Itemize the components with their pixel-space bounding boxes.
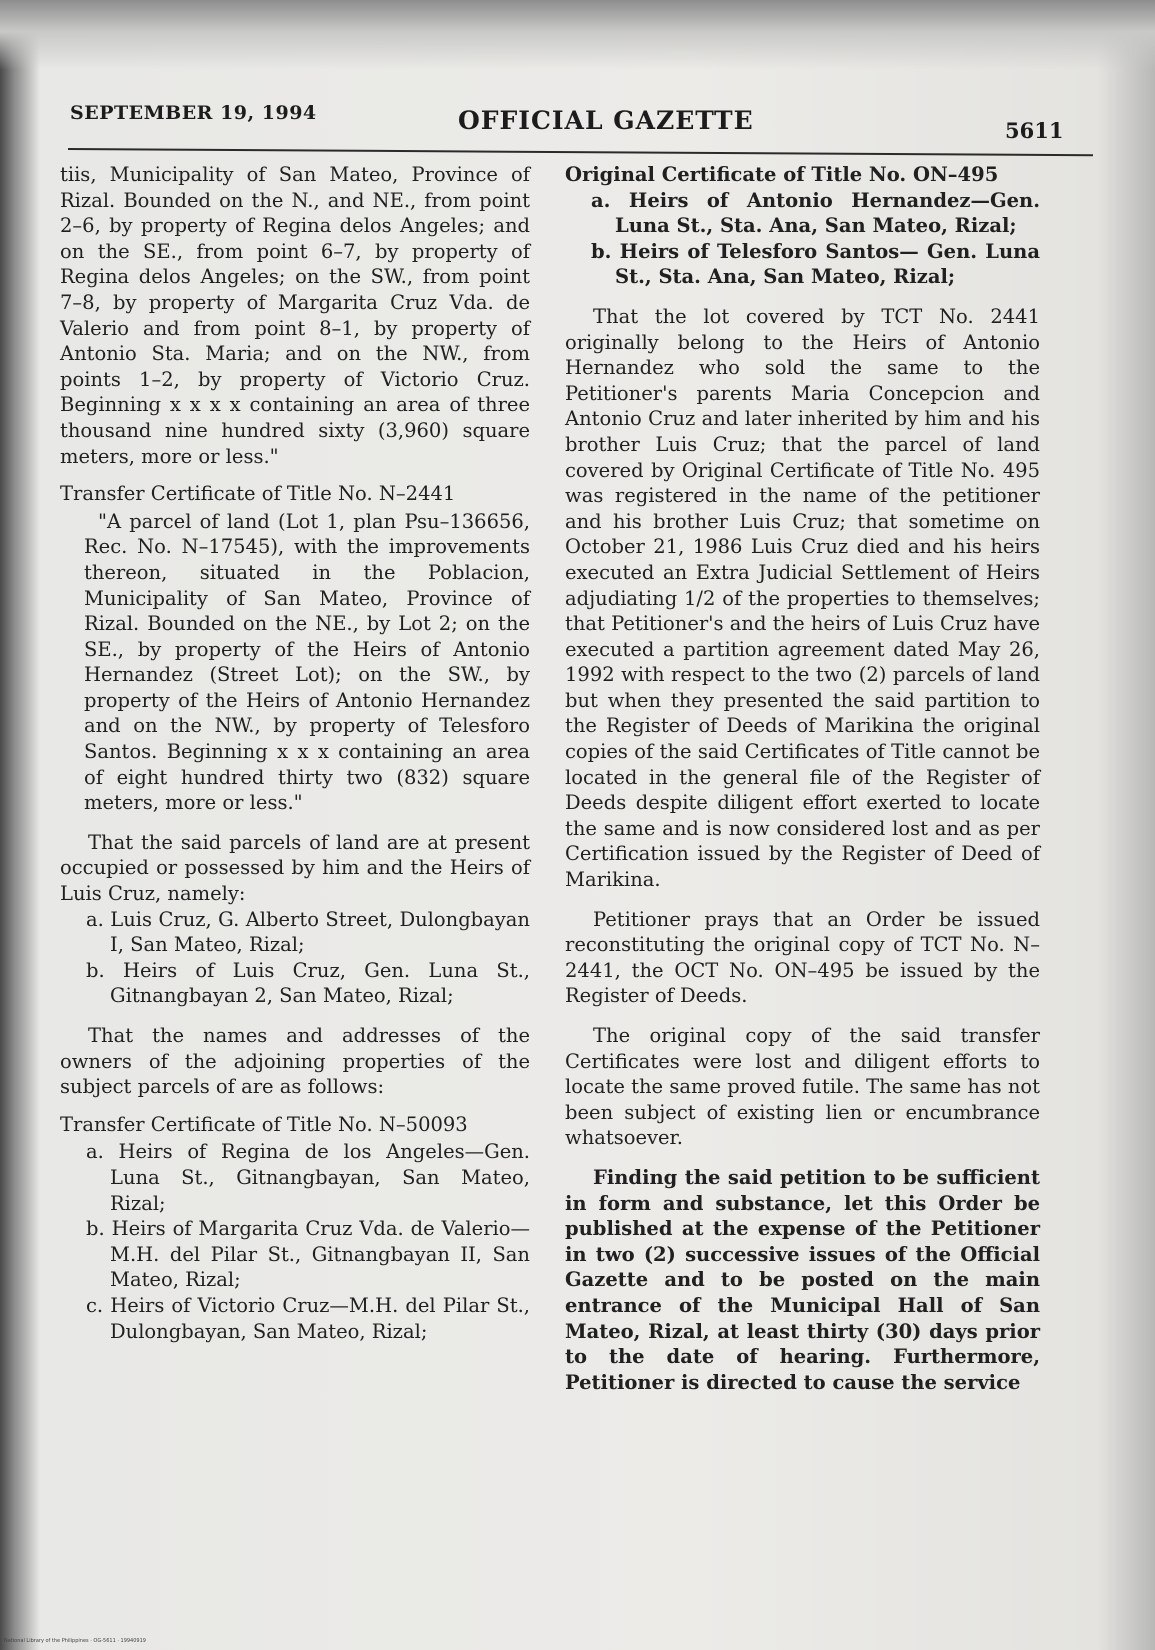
left-paragraph-3: That the names and addresses of the owners of the adjoining properties of the subject parcels of are as follows: (60, 1024, 530, 1099)
issue-date: SEPTEMBER 19, 1994 (70, 102, 317, 124)
list-item: a. Heirs of Regina de los Angeles—Gen. Luna St., Gitnangbayan, San Mateo, Rizal; (86, 1140, 530, 1215)
list-item: b. Heirs of Telesforo Santos— Gen. Luna St., Sta. Ana, San Mateo, Rizal; (591, 239, 1040, 289)
oct-on495-heading: Original Certificate of Title No. ON–495 (565, 163, 999, 186)
occupants-list (60, 907, 530, 1009)
page-header (0, 0, 1155, 150)
left-column (60, 162, 530, 1344)
tct-n2441-description: "A parcel of land (Lot 1, plan Psu–136656, Rec. No. N–17545), with the improvements thereon, situated in the Poblacion, Municipality of San Mateo, Province of Rizal. Bounded on the NE., by Lot 2; on the SE., by property of the Heirs of Antonio Hernandez (Street Lot); on the SW., by property of the Heirs of Antonio Hernandez and on the NW., by property of Telesforo Santos. Beginning x x x containing an area of eight hundred thirty two (832) square meters, more or less." (84, 509, 530, 815)
left-paragraph-2: That the said parcels of land are at present occupied or possessed by him and the Heirs of Luis Cruz, namely: (60, 830, 530, 906)
tct-n2441-heading: Transfer Certificate of Title No. N–2441 (60, 482, 456, 506)
list-item: c. Heirs of Victorio Cruz—M.H. del Pilar St., Dulongbayan, San Mateo, Rizal; (86, 1293, 530, 1343)
scan-footer-note: National Library of the Philippines · OG-5611 · 19940919 (4, 1638, 146, 1644)
right-paragraph-3: The original copy of the said transfer Certificates were lost and diligent efforts to locate the same proved futile. The same has not been subject of existing lien or encumbrance whatsoever. (565, 1024, 1040, 1150)
oct-owners-list (565, 188, 1040, 290)
publication-title: OFFICIAL GAZETTE (458, 106, 754, 135)
list-item: b. Heirs of Margarita Cruz Vda. de Valerio—M.H. del Pilar St., Gitnangbayan II, San Mateo, Rizal; (86, 1217, 530, 1292)
header-rule (68, 148, 1093, 156)
right-paragraph-2: Petitioner prays that an Order be issued reconstituting the original copy of TCT No. N–2441, the OCT No. ON–495 be issued by the Register of Deeds. (565, 907, 1040, 1008)
left-paragraph-1: tiis, Municipality of San Mateo, Province of Rizal. Bounded on the N., and NE., from point 2–6, by property of Regina delos Angeles; and on the SE., from point 6–7, by property of Regina delos Angeles; on the SW., from point 7–8, by property of Margarita Cruz Vda. de Valerio and from point 8–1, by property of Antonio Sta. Maria; and on the NW., from points 1–2, by property of Victorio Cruz. Beginning x x x x containing an area of three thousand nine hundred sixty (3,960) square meters, more or less." (60, 163, 530, 468)
list-item: a. Heirs of Antonio Hernandez—Gen. Luna St., Sta. Ana, San Mateo, Rizal; (591, 188, 1040, 238)
page-number: 5611 (1005, 118, 1064, 143)
adjoining-owners-list (60, 1139, 530, 1344)
list-item: b. Heirs of Luis Cruz, Gen. Luna St., Gitnangbayan 2, San Mateo, Rizal; (86, 958, 530, 1008)
right-paragraph-1: That the lot covered by TCT No. 2441 originally belong to the Heirs of Antonio Hernandez who sold the same to the Petitioner's parents Maria Concepcion and Antonio Cruz and later inherited by him and his brother Luis Cruz; that the parcel of land covered by Original Certificate of Title No. 495 was registered in the name of the petitioner and his brother Luis Cruz; that sometime on October 21, 1986 Luis Cruz died and his heirs executed an Extra Judicial Settlement of Heirs adjudiating 1/2 of the properties to themselves; that Petitioner's and the heirs of Luis Cruz have executed a partition agreement dated May 26, 1992 with respect to the two (2) parcels of land but when they presented the said partition to the Register of Deeds of Marikina the original copies of the said Certificates of Title cannot be located in the general file of the Register of Deeds despite diligent effort exerted to locate the same and is now considered lost and as per Certification issued by the Register of Deed of Marikina. (565, 304, 1040, 892)
list-item: a. Luis Cruz, G. Alberto Street, Dulongbayan I, San Mateo, Rizal; (86, 907, 530, 957)
right-column (565, 162, 1040, 1395)
tct-n50093-heading: Transfer Certificate of Title No. N–50093 (60, 1112, 468, 1136)
right-paragraph-4: Finding the said petition to be sufficient in form and substance, let this Order be published at the expense of the Petitioner in two (2) successive issues of the Official Gazette and to be posted on the main entrance of the Municipal Hall of San Mateo, Rizal, at least thirty (30) days prior to the date of hearing. Furthermore, Petitioner is directed to cause the service (565, 1165, 1040, 1394)
